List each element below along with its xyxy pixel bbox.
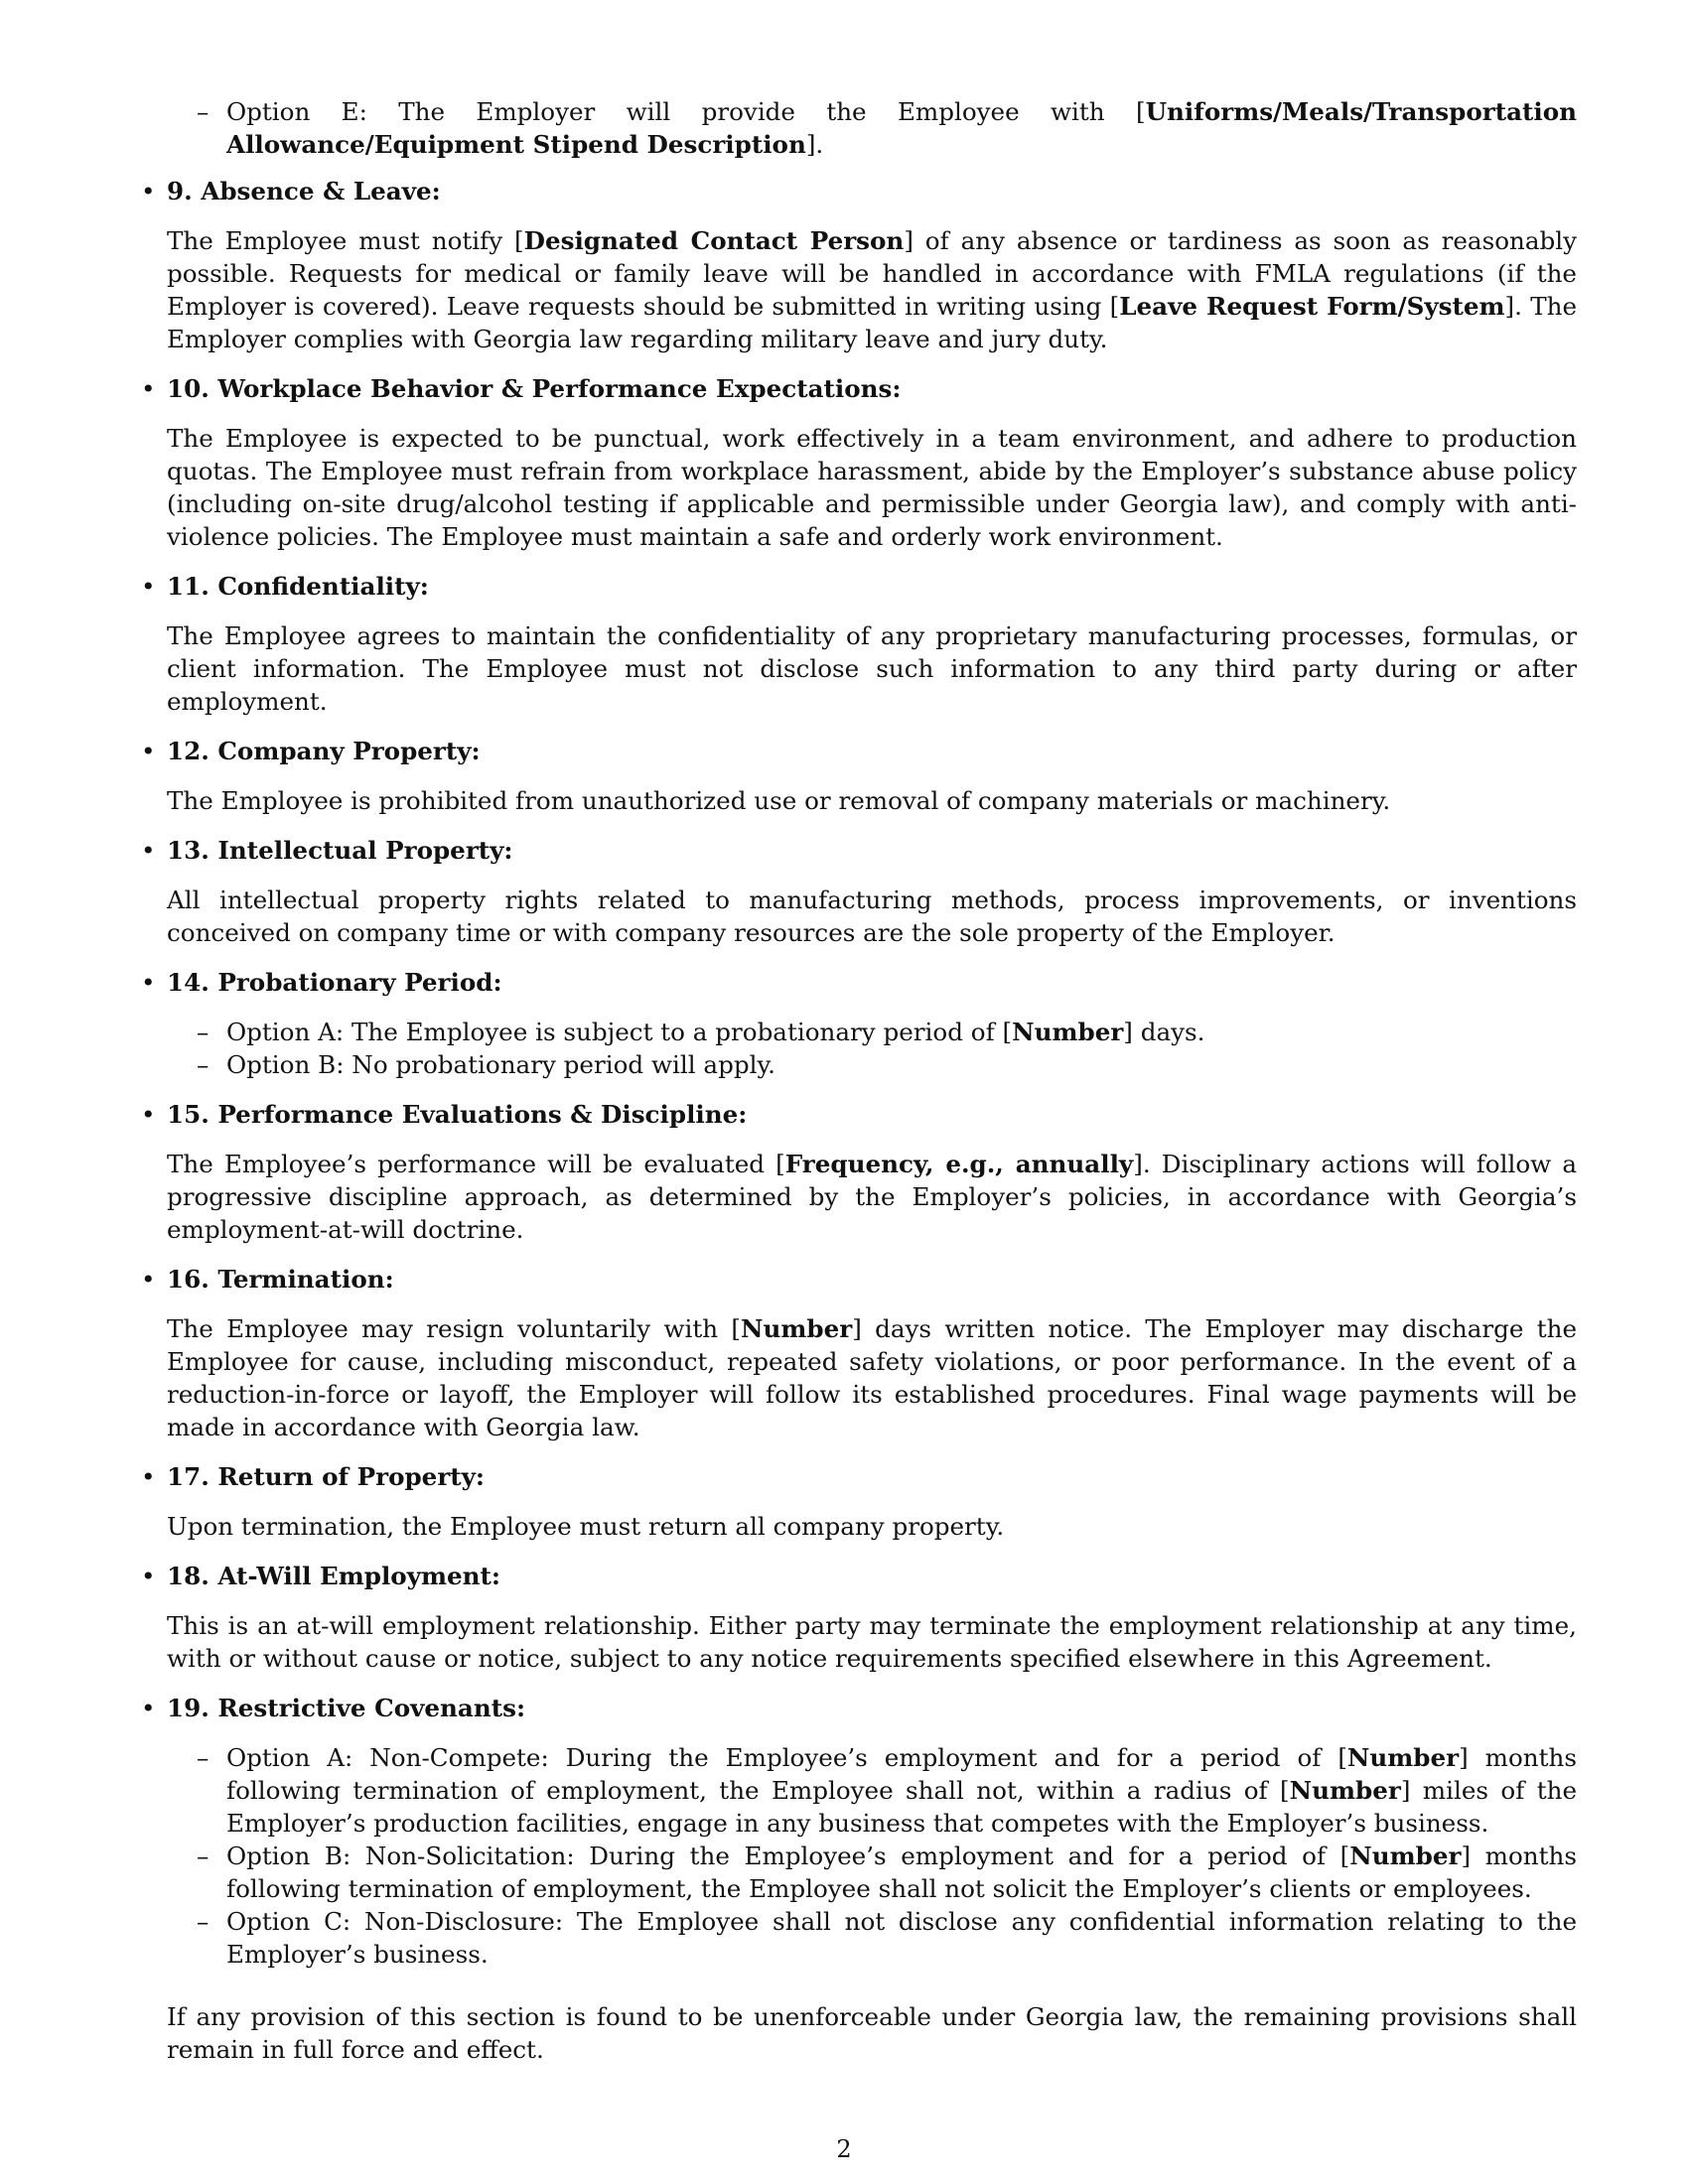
text-run: ] months following termination of employment, the Employee shall not, within a radius of [ [226,1743,1577,1805]
section-13-body: All intellectual property rights related to manufacturing methods, process improvements, or inventions conceived on company time or with company resources are the sole property of the Employer. [167,886,1577,947]
section-heading [141,735,1577,767]
dash-marker: – [197,97,210,126]
section-14-title: 14. Probationary Period: [167,968,502,997]
section-11-title: 11. Confidentiality: [167,572,429,601]
number-placeholder: Number [1012,1018,1124,1046]
section-14-options [167,1016,1577,1081]
section-18-title: 18. At-Will Employment: [167,1562,500,1590]
section-12-title: 12. Company Property: [167,737,481,765]
option-e-item [167,95,1577,161]
text-run: Option A: The Employee is subject to a probationary period of [ [226,1018,1013,1046]
bullet-marker: • [141,737,156,765]
section-heading [141,372,1577,405]
dash-marker: – [197,1050,210,1079]
section-17 [141,1460,1577,1543]
section-15 [141,1098,1577,1246]
section-10-body: The Employee is expected to be punctual, work effectively in a team environment, and adhere to production quotas. The Employee must refrain from workplace harassment, abide by the Employer’s substance abuse policy (including on-site drug/alcohol testing if applicable and permissible under Georgia law), and comply with anti-violence policies. The Employee must maintain a safe and orderly work environment. [167,424,1577,551]
number-placeholder: Number [741,1314,853,1343]
bullet-marker: • [141,1462,156,1491]
section-9-body [167,224,1577,355]
section-13 [141,834,1577,949]
section-heading [141,966,1577,999]
bullet-marker: • [141,1265,156,1294]
section-14 [141,966,1577,1081]
dash-marker: – [197,1743,210,1772]
section-12 [141,735,1577,817]
text-run: ] miles of the Employer’s production facilities, engage in any business that competes with the Employer’s business. [226,1776,1577,1838]
text-run: Option B: Non-Solicitation: During the Employee’s employment and for a period of [ [226,1842,1350,1870]
bullet-marker: • [141,374,156,403]
bullet-marker: • [141,1100,156,1129]
text-run: The Employee’s performance will be evaluated [ [167,1150,785,1178]
section-19-closing: If any provision of this section is found to be unenforceable under Georgia law, the remaining provisions shall remain in full force and effect. [167,2002,1577,2064]
section-heading [141,175,1577,207]
section-16-body [167,1312,1577,1443]
text-run: ]. The Employer complies with Georgia law regarding military leave and jury duty. [167,292,1578,353]
text-run: Option A: Non-Compete: During the Employee’s employment and for a period of [ [226,1743,1347,1772]
dash-marker: – [197,1018,210,1046]
section-heading [141,1460,1577,1493]
bullet-marker: • [141,177,156,205]
section-heading [141,1692,1577,1724]
section-19-options [167,1741,1577,1971]
text-run: ] days. [1123,1018,1205,1046]
text-run: The Employee may resign voluntarily with [ [167,1314,742,1343]
section-11 [141,570,1577,718]
contact-person-placeholder: Designated Contact Person [523,226,905,255]
text-run: The Employee must notify [ [167,226,524,255]
section-16-title: 16. Termination: [167,1265,394,1294]
number-placeholder: Number [1346,1743,1460,1772]
option-e-text-suffix: ]. [805,130,824,159]
section-18 [141,1560,1577,1675]
bullet-marker: • [141,836,156,865]
option-item [167,1905,1577,1971]
section-heading [141,1560,1577,1592]
section-18-body: This is an at-will employment relationship. Either party may terminate the employment relationship at any time, with or without cause or notice, subject to any notice requirements specified elsewhere in this Agreement. [167,1611,1577,1673]
text-run: ] months following termination of employment, the Employee shall not solicit the Employer’s clients or employees. [226,1842,1577,1903]
section-19 [141,1692,1577,2066]
section-11-body: The Employee agrees to maintain the confidentiality of any proprietary manufacturing processes, formulas, or client information. The Employee must not disclose such information to any third party during or after employment. [167,621,1577,716]
number-placeholder: Number [1289,1776,1401,1805]
option-item [167,1741,1577,1840]
option-item [167,1048,1577,1081]
bullet-marker: • [141,572,156,601]
text-run: Option B: No probationary period will apply. [226,1050,775,1079]
text-run: ]. Disciplinary actions will follow a progressive discipline approach, as determined by the Employer’s policies, in accordance with Georgia’s employment-at-will doctrine. [167,1150,1577,1244]
section-10-title: 10. Workplace Behavior & Performance Expectations: [167,374,902,403]
section-17-body: Upon termination, the Employee must return all company property. [167,1512,1005,1541]
text-run: ] days written notice. The Employer may discharge the Employee for cause, including misconduct, repeated safety violations, or poor performance. In the event of a reduction-in-force or layoff, the Employer will follow its established procedures. Final wage payments will be made in accordance with Georgia law. [167,1314,1578,1441]
section-heading [141,1098,1577,1131]
bullet-marker: • [141,1562,156,1590]
text-run: ] of any absence or tardiness as soon as reasonably possible. Requests for medical or family leave will be handled in accordance with FMLA regulations (if the Employer is covered). Leave requests should be submitted in writing using [ [167,226,1578,321]
section-19-title: 19. Restrictive Covenants: [167,1694,526,1722]
leave-request-placeholder: Leave Request Form/System [1119,292,1505,321]
section-12-body: The Employee is prohibited from unauthorized use or removal of company materials or machinery. [167,786,1391,815]
section-heading [141,1263,1577,1296]
bullet-marker: • [141,1694,156,1722]
option-e-text-prefix: Option E: The Employer will provide the Employee with [ [226,97,1146,126]
section-10 [141,372,1577,553]
dash-marker: – [197,1842,210,1870]
section-9 [141,175,1578,355]
bullet-marker: • [141,968,156,997]
section-9-title: 9. Absence & Leave: [167,177,441,205]
option-item [167,1840,1577,1905]
section-15-title: 15. Performance Evaluations & Discipline: [167,1100,748,1129]
section-13-title: 13. Intellectual Property: [167,836,513,865]
document-page [141,95,1578,2083]
option-e-placeholder: Uniforms/Meals/Transportation Allowance/Equipment Stipend Description [226,97,1577,159]
section-17-title: 17. Return of Property: [167,1462,486,1491]
section-16 [141,1263,1578,1443]
section-heading [141,570,1577,603]
page-number: 2 [836,2135,852,2163]
text-run: Option C: Non-Disclosure: The Employee shall not disclose any confidential information relating to the Employer’s business. [226,1907,1577,1969]
dash-marker: – [197,1907,210,1936]
section-heading [141,834,1577,867]
frequency-placeholder: Frequency, e.g., annually [784,1150,1134,1178]
option-item [167,1016,1577,1048]
number-placeholder: Number [1349,1842,1462,1870]
section-15-body [167,1148,1577,1246]
